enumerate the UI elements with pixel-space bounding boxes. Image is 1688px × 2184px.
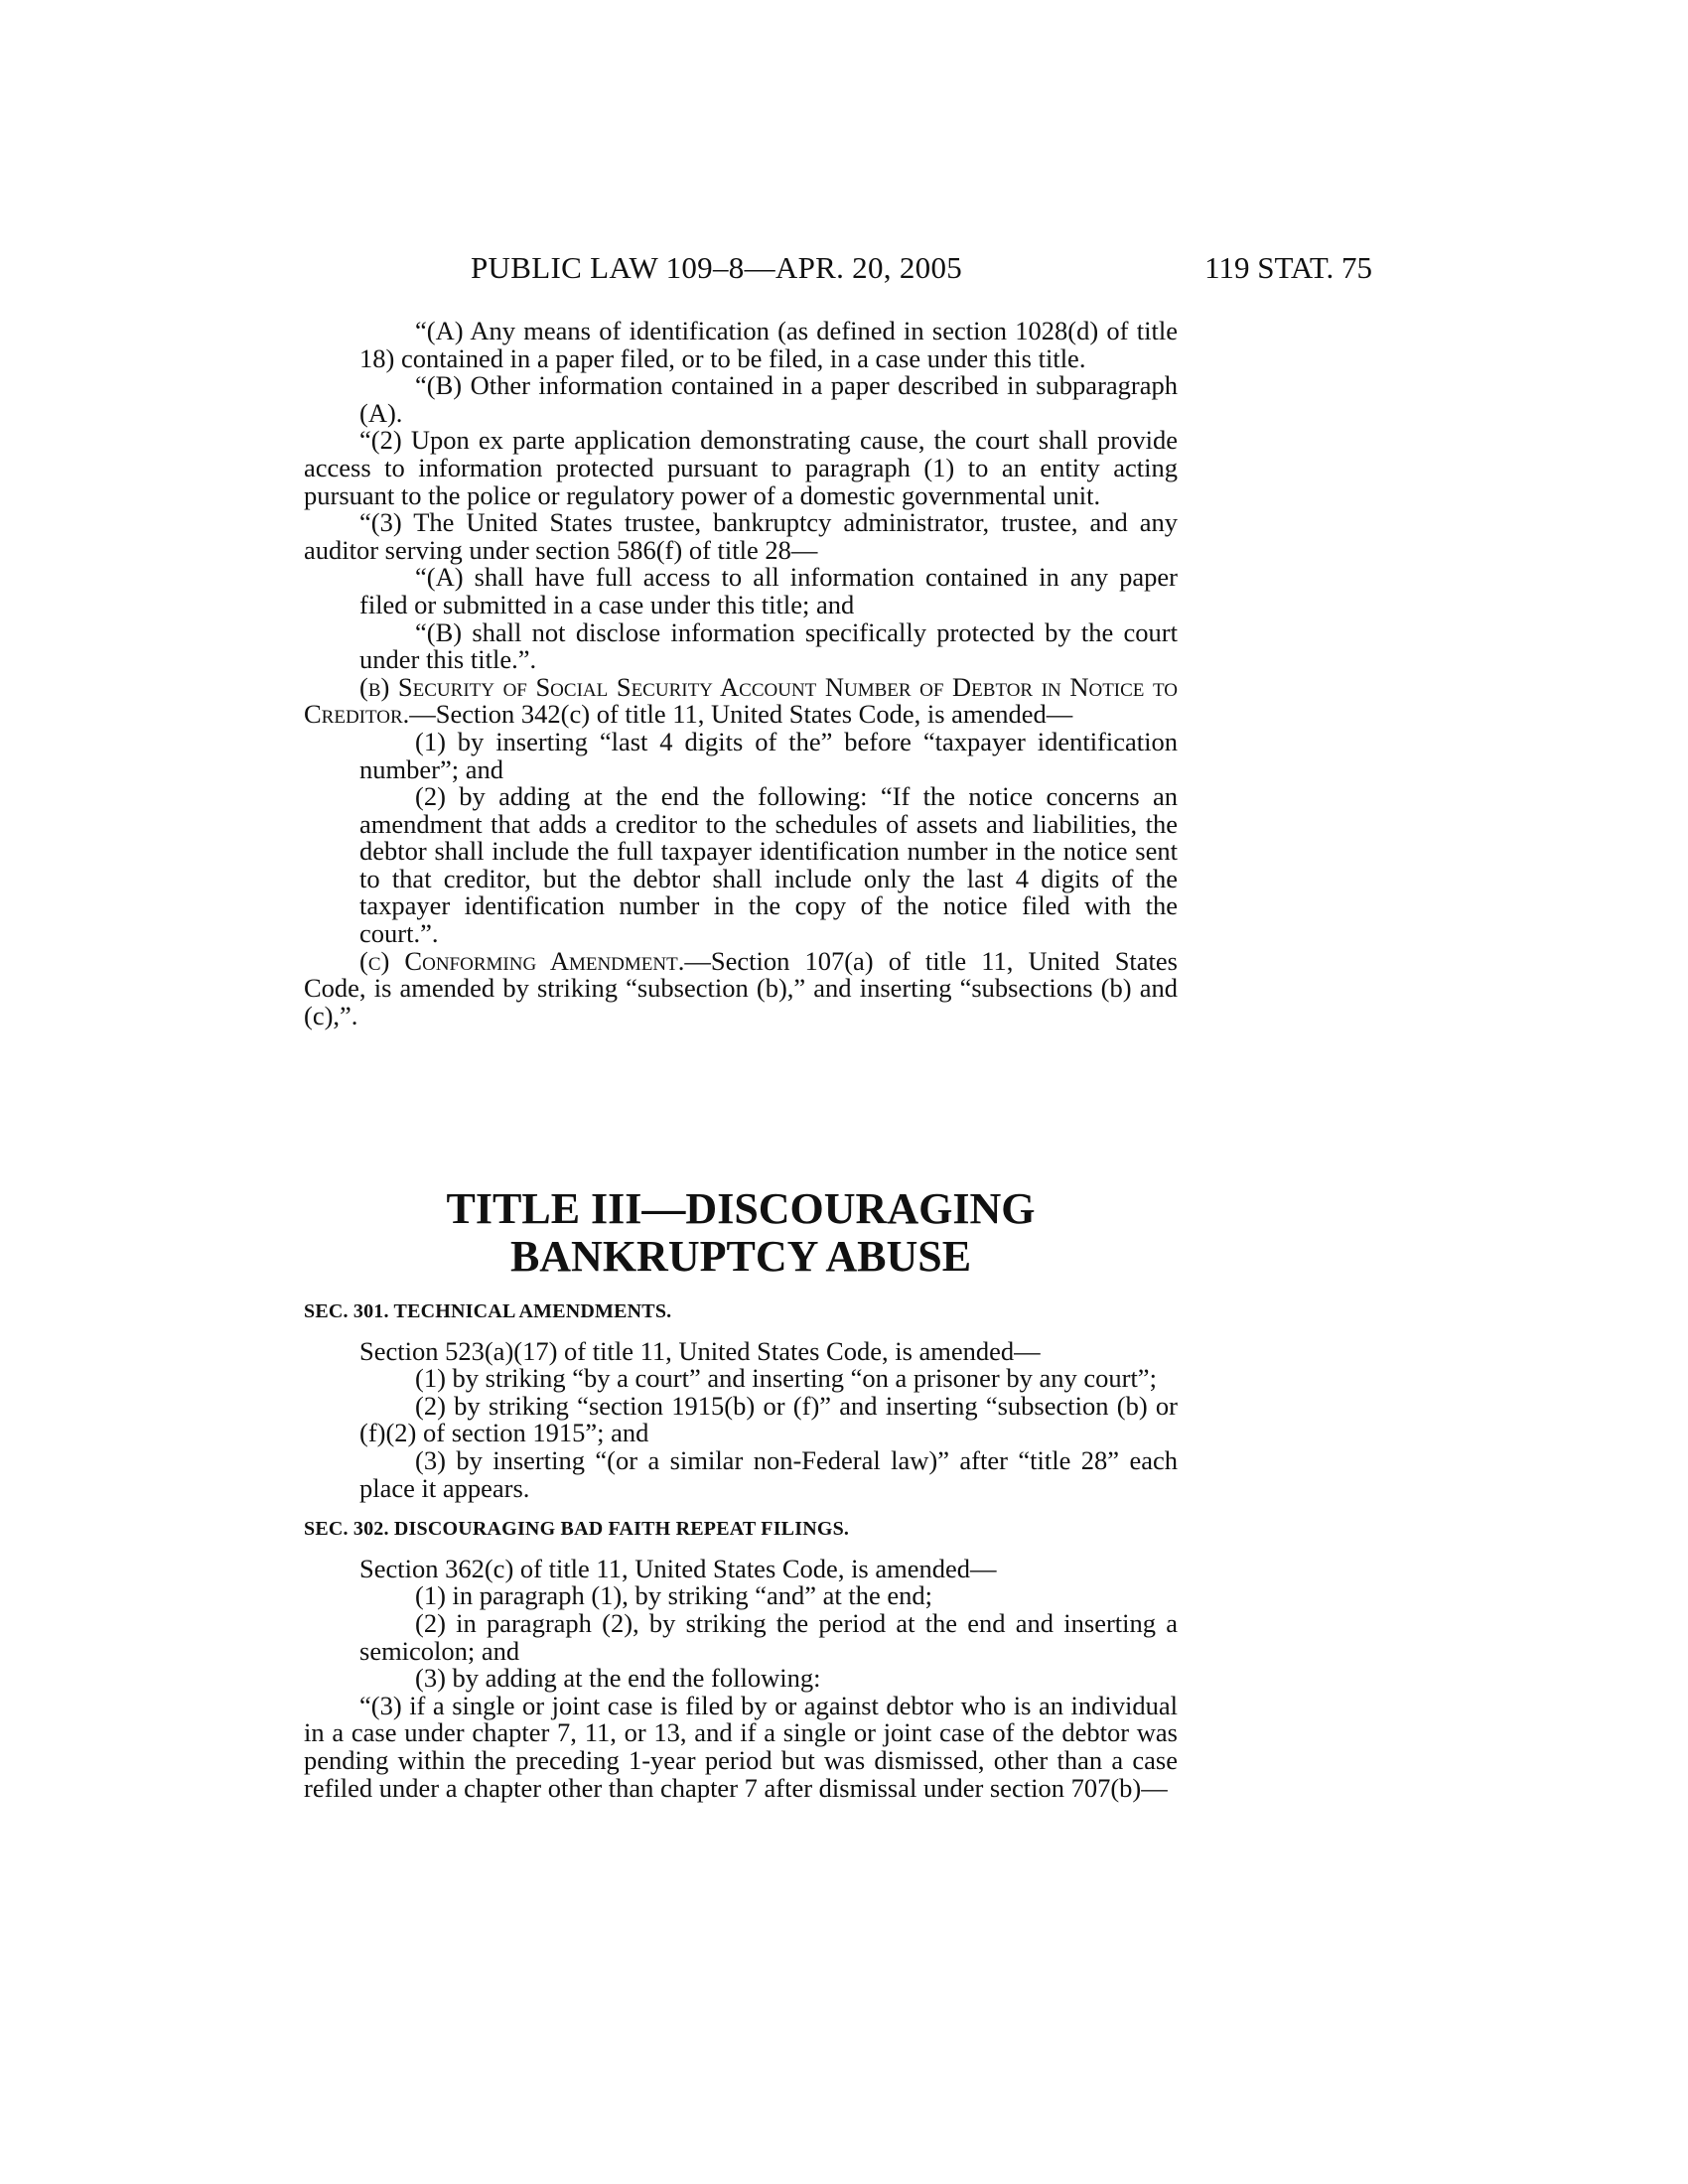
running-head <box>304 250 1372 294</box>
paragraph-1b: “(B) Other information contained in a paper described in subparagraph (A). <box>359 370 1178 428</box>
paragraph-3b: “(B) shall not disclose information specifically protected by the court under this title.”. <box>359 616 1178 675</box>
sec-301-item-2: (2) by striking “section 1915(b) or (f)” and inserting “subsection (b) or (f)(2) of section 1915”; and <box>359 1390 1178 1448</box>
continuation-text <box>304 318 1178 1029</box>
subsection-b <box>304 671 1178 730</box>
sec-302-quote-3: “(3) if a single or joint case is filed by or against debtor who is an individual in a case under chapter 7, 11, or 13, and if a single or joint case of the debtor was pending within the preceding 1-year period but was dismissed, other than a case refiled under a chapter other than chapter 7 after dismissal under section 707(b)— <box>304 1690 1178 1803</box>
sec-302-item-3: (3) by adding at the end the following: <box>415 1663 821 1694</box>
paragraph-3: “(3) The United States trustee, bankruptcy administrator, trustee, and any auditor serving under section 586(f) of title 28— <box>304 507 1178 565</box>
sec-302-heading: SEC. 302. DISCOURAGING BAD FAITH REPEAT FILINGS. <box>304 1518 850 1541</box>
paragraph-1a: “(A) Any means of identification (as defined in section 1028(d) of title 18) contained in a paper filed, or to be filed, in a case under this title. <box>359 316 1178 373</box>
sec-302-item-1: (1) in paragraph (1), by striking “and” at the end; <box>415 1580 932 1611</box>
sec-301-intro: Section 523(a)(17) of title 11, United States Code, is amended— <box>359 1335 1041 1366</box>
paragraph-3a: “(A) shall have full access to all information contained in any paper filed or submitted in a case under this title; and <box>359 562 1178 619</box>
subsection-b-item-1: (1) by inserting “last 4 digits of the” before “taxpayer identification number”; and <box>359 726 1178 784</box>
subsection-b-label: (b) Security of Social Security Account Number of Debtor in Notice to Creditor.— <box>304 671 1178 730</box>
sec-301-item-1: (1) by striking “by a court” and inserting “on a prisoner by any court”; <box>415 1363 1157 1394</box>
sec-302-intro: Section 362(c) of title 11, United States Code, is amended— <box>359 1553 997 1583</box>
sec-301-heading: SEC. 301. TECHNICAL AMENDMENTS. <box>304 1300 672 1322</box>
subsection-c <box>304 945 1178 1030</box>
subsection-c-label: (c) Conforming Amendment.— <box>359 945 711 976</box>
sec-301-item-3: (3) by inserting “(or a similar non-Federal law)” after “title 28” each place it appears. <box>359 1444 1178 1503</box>
subsection-c-text: Section 107(a) of title 11, United States Code, is amended by striking “subsection (b),” and inserting “subsections (b) and (c),”. <box>304 945 1178 1030</box>
subsection-b-text: Section 342(c) of title 11, United States Code, is amended— <box>435 699 1073 730</box>
title-line-2: BANKRUPTCY ABUSE <box>509 1232 972 1281</box>
sec-302-item-2: (2) in paragraph (2), by striking the period at the end and inserting a semicolon; and <box>359 1607 1178 1666</box>
title-line-1: TITLE III—DISCOURAGING <box>446 1184 1036 1233</box>
paragraph-2: “(2) Upon ex parte application demonstrating cause, the court shall provide access to information protected pursuant to paragraph (1) to an entity acting pursuant to the police or regulatory power of a domestic governmental unit. <box>304 425 1178 510</box>
title-heading <box>304 1185 1178 1281</box>
subsection-b-item-2: (2) by adding at the end the following: “If the notice concerns an amendment that adds a creditor to the schedules of assets and liabilities, the debtor shall include the full taxpayer identification number in the notice sent to that creditor, but the debtor shall include only the last 4 digits of the taxpayer identification number in the copy of the notice filed with the court.”. <box>359 781 1178 949</box>
statute-citation: 119 STAT. 75 <box>1204 250 1372 285</box>
sections-text <box>304 1298 1178 1802</box>
running-title: PUBLIC LAW 109–8—APR. 20, 2005 <box>471 250 963 285</box>
